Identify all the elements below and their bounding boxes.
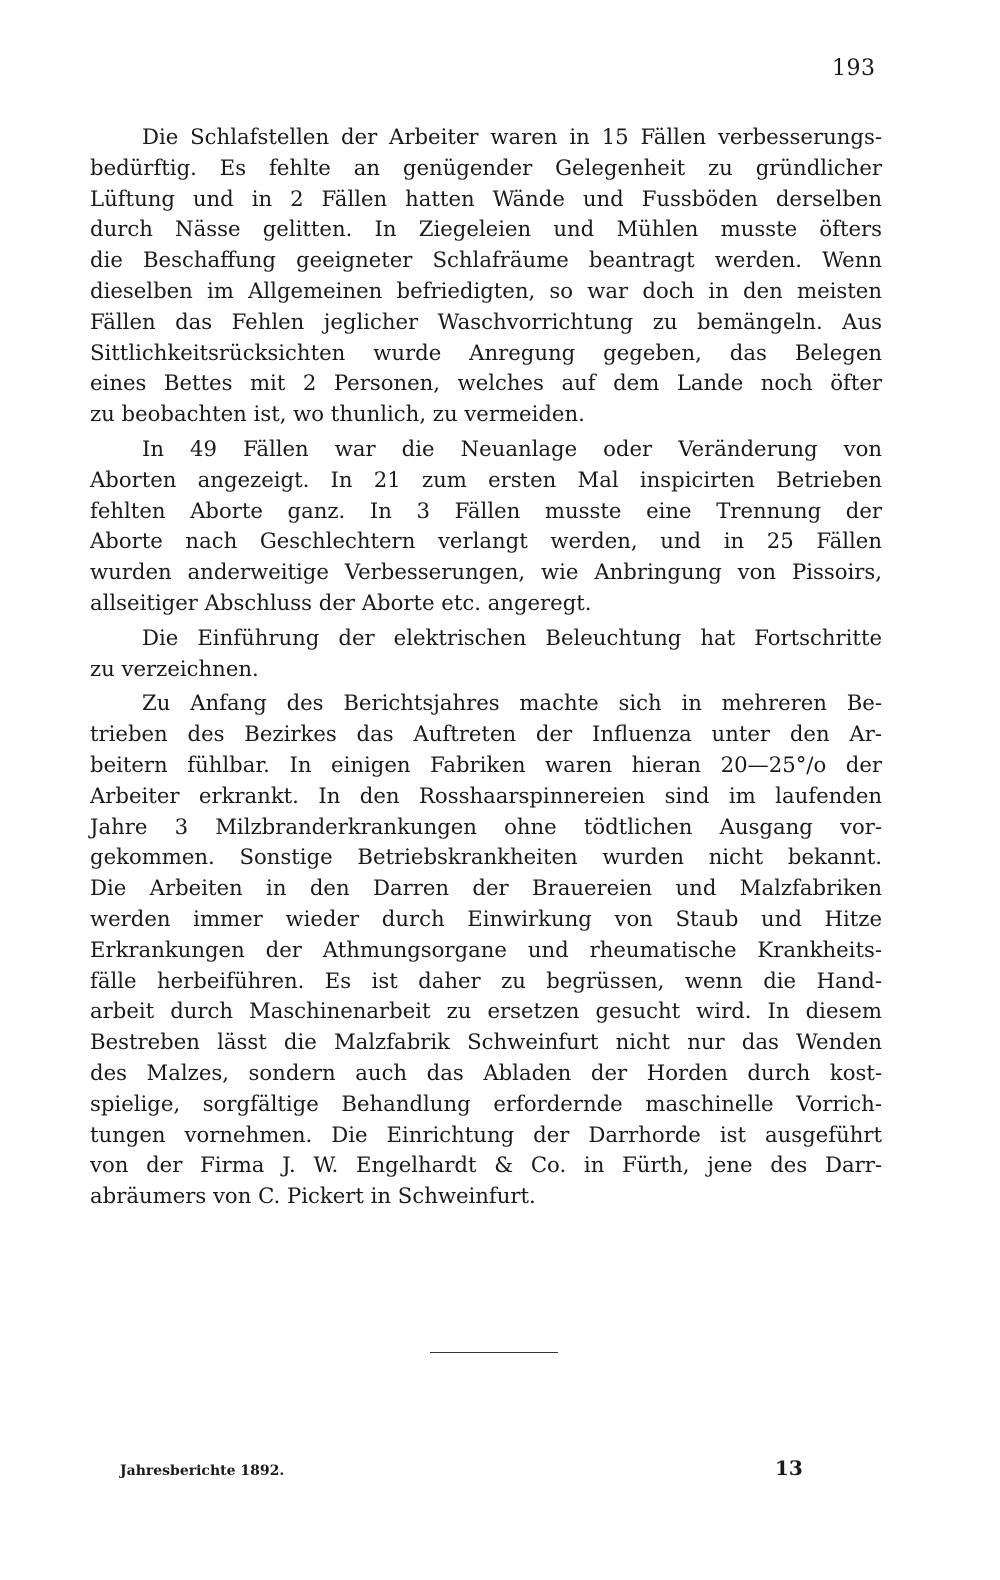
paragraph-2 <box>90 434 882 619</box>
paragraph-4 <box>90 688 882 1212</box>
text-line: durch Nässe gelitten. In Ziegeleien und Mühlen musste öfters <box>90 216 882 242</box>
text-line: Aborte nach Geschlechtern verlangt werden, und in 25 Fällen <box>90 528 882 554</box>
text-line: fehlten Aborte ganz. In 3 Fällen musste eine Trennung der <box>90 497 882 523</box>
text-line: bedürftig. Es fehlte an genügender Gelegenheit zu gründlicher <box>90 154 882 180</box>
text-line: Die Schlafstellen der Arbeiter waren in 15 Fällen verbesserungs- <box>142 124 882 149</box>
text-line: beitern fühlbar. In einigen Fabriken waren hieran 20—25°/o der <box>90 751 882 777</box>
text-line: Erkrankungen der Athmungsorgane und rheumatische Krankheits- <box>90 936 882 962</box>
text-line: abräumers von C. Pickert in Schweinfurt. <box>90 1183 536 1209</box>
text-line: In 49 Fällen war die Neuanlage oder Veränderung von <box>142 435 882 461</box>
text-line: trieben des Bezirkes das Auftreten der Influenza unter den Ar- <box>90 721 882 747</box>
text-line: Aborten angezeigt. In 21 zum ersten Mal inspicirten Betrieben <box>90 466 882 492</box>
body-text <box>90 122 882 1216</box>
footer-signature: Jahresberichte 1892. <box>120 1463 285 1479</box>
text-line: zu verzeichnen. <box>90 655 259 681</box>
text-line: arbeit durch Maschinenarbeit zu ersetzen gesucht wird. In diesem <box>90 998 882 1024</box>
text-line: werden immer wieder durch Einwirkung von Staub und Hitze <box>90 905 882 931</box>
text-line: Die Arbeiten in den Darren der Brauereien und Malzfabriken <box>90 875 882 901</box>
text-line: allseitiger Abschluss der Aborte etc. angeregt. <box>90 589 592 615</box>
section-divider <box>430 1352 558 1353</box>
text-line: Fällen das Fehlen jeglicher Waschvorrichtung zu bemängeln. Aus <box>90 308 882 334</box>
footer-sheet-number: 13 <box>775 1456 803 1480</box>
page-number: 193 <box>832 56 876 81</box>
text-line: wurden anderweitige Verbesserungen, wie Anbringung von Pissoirs, <box>90 559 882 585</box>
text-line: des Malzes, sondern auch das Abladen der Horden durch kost- <box>90 1059 882 1085</box>
text-line: von der Firma J. W. Engelhardt & Co. in Fürth, jene des Darr- <box>90 1152 882 1178</box>
text-line: Jahre 3 Milzbranderkrankungen ohne tödtlichen Ausgang vor- <box>90 813 882 839</box>
text-line: Die Einführung der elektrischen Beleuchtung hat Fortschritte <box>142 624 882 650</box>
text-line: Sittlichkeitsrücksichten wurde Anregung gegeben, das Belegen <box>90 339 882 365</box>
text-line: gekommen. Sonstige Betriebskrankheiten wurden nicht bekannt. <box>90 844 882 870</box>
text-line: Zu Anfang des Berichtsjahres machte sich in mehreren Be- <box>142 690 882 716</box>
text-line: eines Bettes mit 2 Personen, welches auf dem Lande noch öfter <box>90 370 882 396</box>
text-line: Arbeiter erkrankt. In den Rosshaarspinnereien sind im laufenden <box>90 782 882 808</box>
text-line: Lüftung und in 2 Fällen hatten Wände und Fussböden derselben <box>90 185 882 211</box>
text-line: die Beschaffung geeigneter Schlafräume beantragt werden. Wenn <box>90 247 882 273</box>
text-line: zu beobachten ist, wo thunlich, zu vermeiden. <box>90 401 585 427</box>
text-line: spielige, sorgfältige Behandlung erfordernde maschinelle Vorrich- <box>90 1090 882 1116</box>
paragraph-3 <box>90 623 882 685</box>
text-line: tungen vornehmen. Die Einrichtung der Darrhorde ist ausgeführt <box>90 1121 882 1147</box>
text-line: Bestreben lässt die Malzfabrik Schweinfurt nicht nur das Wenden <box>90 1029 882 1055</box>
text-line: fälle herbeiführen. Es ist daher zu begrüssen, wenn die Hand- <box>90 967 882 993</box>
text-line: dieselben im Allgemeinen befriedigten, so war doch in den meisten <box>90 277 882 303</box>
paragraph-1 <box>90 122 882 430</box>
